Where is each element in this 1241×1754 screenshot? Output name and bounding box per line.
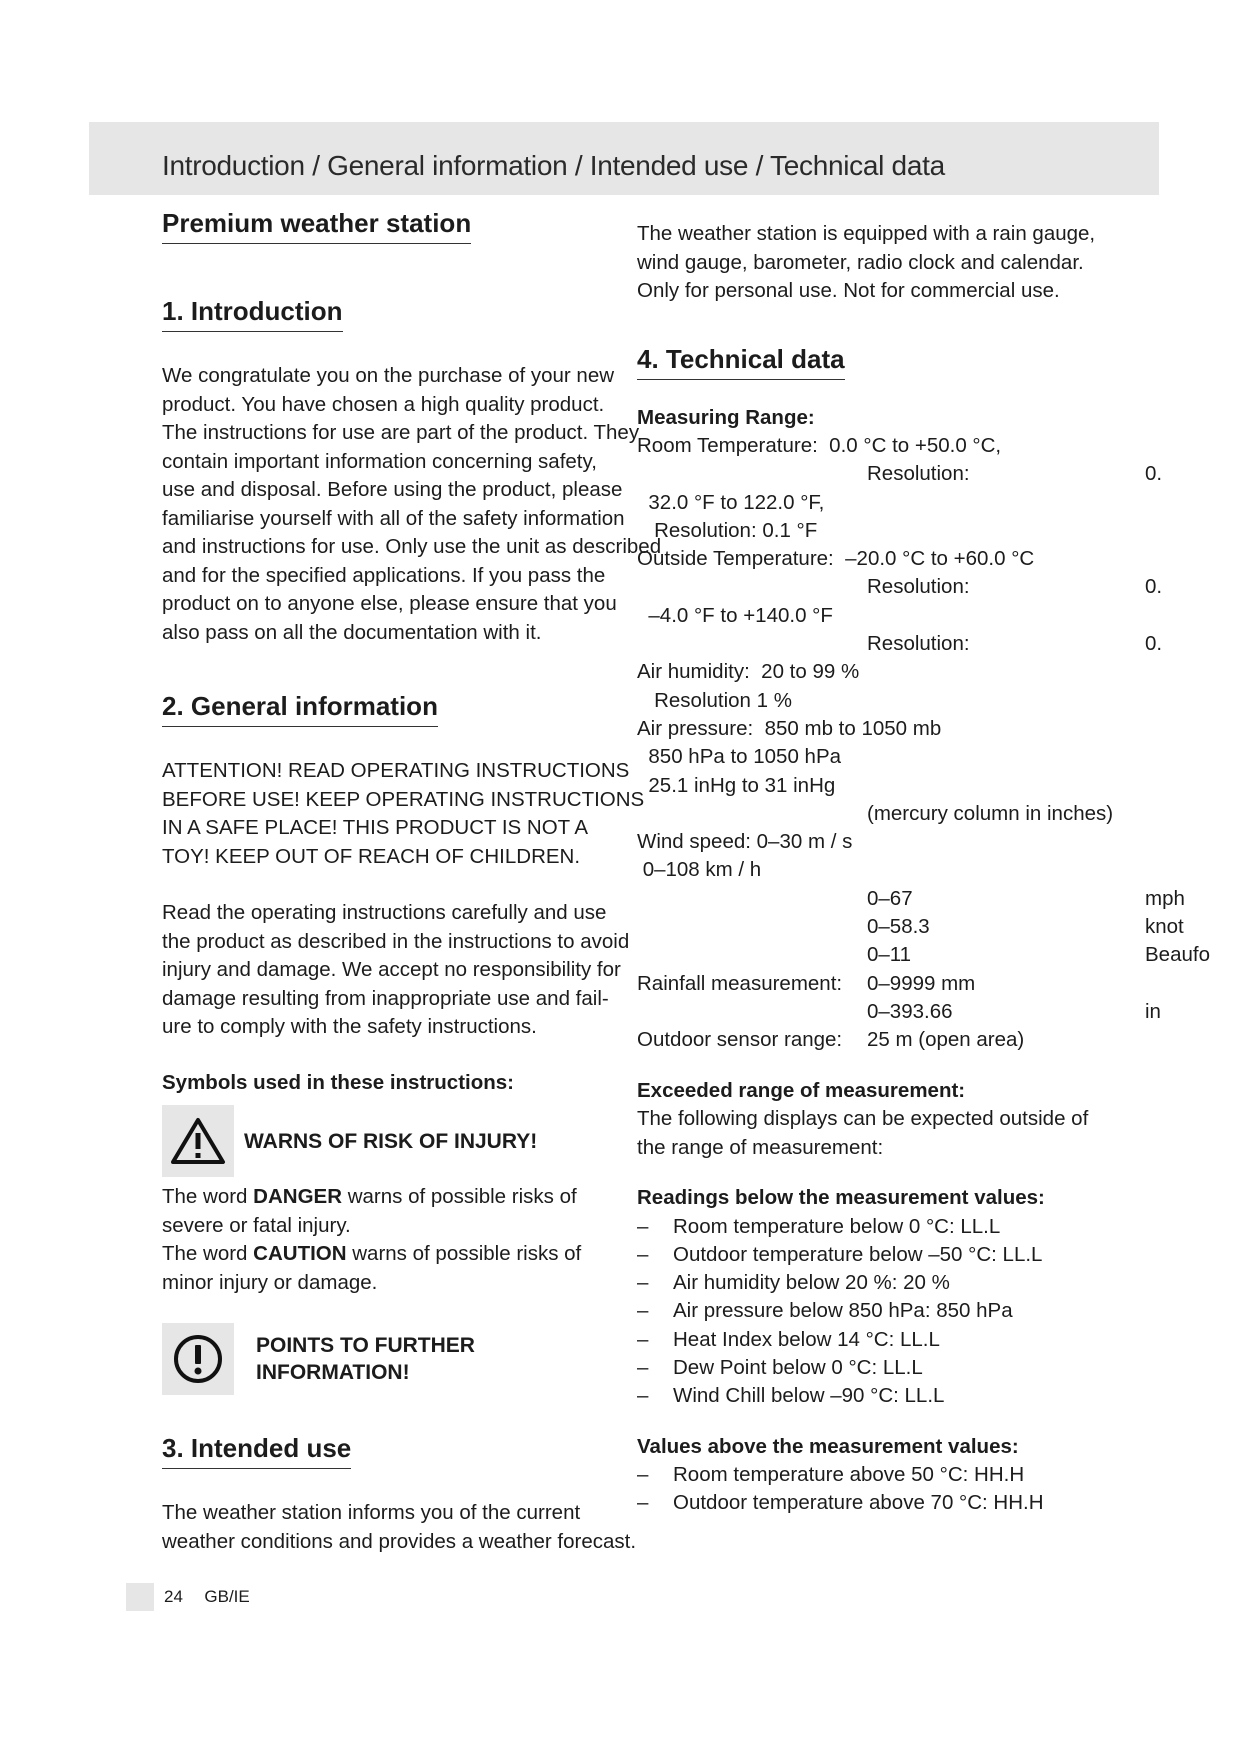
warning-triangle-icon [170, 1116, 226, 1166]
spec-row [637, 970, 1217, 998]
spec-unit: 0. [1145, 575, 1163, 599]
text-line: The instructions for use are part of the product. They [162, 421, 640, 444]
text-line: also pass on all the documentation with it. [162, 620, 542, 644]
spec-label: 32.0 °F to 122.0 °F, [637, 490, 825, 514]
text-line: injury and damage. We accept no responsibility for [162, 958, 621, 981]
right-column [637, 220, 1217, 1518]
readings-below-heading: Readings below the measurement values: [637, 1186, 1045, 1210]
text-span: warns of possible risks of [346, 1242, 582, 1265]
spec-label: Outdoor sensor range: [637, 1028, 843, 1052]
introduction-heading: 1. Introduction [162, 296, 343, 332]
spec-label: Resolution 1 % [637, 688, 792, 712]
list-item [637, 1213, 1217, 1241]
text-line: The weather station informs you of the current [162, 1501, 581, 1524]
text-line: weather conditions and provides a weather forecast. [162, 1529, 637, 1553]
spec-row [637, 998, 1217, 1026]
warning-icon-box [162, 1105, 234, 1177]
text-line: and for the specified applications. If you pass the [162, 563, 606, 587]
readings-below-list [637, 1213, 1217, 1411]
caution-word: CAUTION [253, 1242, 347, 1265]
dash-bullet: – [637, 1356, 649, 1380]
spec-value: Resolution: [867, 632, 970, 656]
spec-row [637, 658, 1217, 686]
spec-label: Wind speed: 0–30 m / s [637, 830, 853, 854]
dash-bullet: – [637, 1463, 649, 1487]
spec-row [637, 517, 1217, 545]
dash-bullet: – [637, 1327, 649, 1351]
list-item [637, 1269, 1217, 1297]
exceeded-range-heading: Exceeded range of measurement: [637, 1078, 966, 1102]
list-item-text: Air humidity below 20 %: 20 % [673, 1271, 950, 1295]
text-line: The following displays can be expected outside of [637, 1107, 1089, 1131]
text-span: The word [162, 1242, 254, 1265]
spec-row [637, 856, 1217, 884]
spec-label: 850 hPa to 1050 hPa [637, 745, 842, 769]
spec-label: Resolution: 0.1 °F [637, 518, 818, 542]
spec-value: 25 m (open area) [867, 1028, 1025, 1052]
text-line: the range of measurement: [637, 1135, 884, 1159]
spec-row [637, 630, 1217, 658]
spec-row [637, 772, 1217, 800]
text-line: Only for personal use. Not for commercial use. [637, 279, 1060, 302]
list-item-text: Dew Point below 0 °C: LL.L [673, 1356, 923, 1380]
text-line: minor injury or damage. [162, 1270, 378, 1294]
text-line: severe or fatal injury. [162, 1213, 351, 1237]
spec-unit: Beaufo [1145, 943, 1210, 967]
list-item-text: Room temperature below 0 °C: LL.L [673, 1214, 1001, 1238]
spec-value: 0–11 [867, 943, 912, 967]
warning-notice [162, 1105, 622, 1177]
spec-row [637, 941, 1217, 969]
spec-label: Room Temperature: 0.0 °C to +50.0 °C, [637, 434, 1002, 457]
text-line: contain important information concerning safety, [162, 449, 597, 473]
exclamation-circle-icon [172, 1333, 224, 1385]
text-line: ATTENTION! READ OPERATING INSTRUCTIONS [162, 759, 630, 782]
list-item-text: Wind Chill below –90 °C: LL.L [673, 1384, 945, 1408]
equipment-text [637, 220, 1217, 306]
text-line: IN A SAFE PLACE! THIS PRODUCT IS NOT A [162, 816, 589, 839]
dash-bullet: – [637, 1384, 649, 1408]
dash-bullet: – [637, 1242, 649, 1266]
footer-marker [126, 1583, 154, 1611]
left-column [162, 208, 662, 1556]
dash-bullet: – [637, 1214, 649, 1238]
list-item-text: Room temperature above 50 °C: HH.H [673, 1463, 1025, 1487]
spec-row [637, 602, 1217, 630]
spec-row [637, 432, 1217, 460]
introduction-text [162, 362, 662, 647]
spec-label: –4.0 °F to +140.0 °F [637, 603, 833, 627]
list-item [637, 1326, 1217, 1354]
text-line: the product as described in the instructions to avoid [162, 929, 630, 953]
spec-label: Air pressure: 850 mb to 1050 mb [637, 716, 942, 740]
text-line: product on to anyone else, please ensure that you [162, 592, 617, 615]
spec-row [637, 460, 1217, 488]
spec-unit: in [1145, 999, 1161, 1023]
spec-value: 0–67 [867, 886, 913, 910]
symbols-heading: Symbols used in these instructions: [162, 1070, 514, 1094]
list-item-text: Heat Index below 14 °C: LL.L [673, 1327, 940, 1351]
info-text [256, 1332, 475, 1386]
locale-label: GB/IE [204, 1587, 250, 1606]
spec-label: 0–108 km / h [637, 858, 762, 882]
text-span: The word [162, 1185, 254, 1208]
values-above-list [637, 1461, 1217, 1518]
text-line: Read the operating instructions carefully and use [162, 901, 607, 924]
list-item [637, 1354, 1217, 1382]
spec-row [637, 828, 1217, 856]
spec-unit: 0. [1145, 632, 1163, 656]
values-above-heading: Values above the measurement values: [637, 1434, 1019, 1458]
spec-unit: mph [1145, 886, 1185, 910]
list-item [637, 1461, 1217, 1489]
list-item [637, 1297, 1217, 1325]
spec-label: 25.1 inHg to 31 inHg [637, 773, 836, 797]
spec-row [637, 687, 1217, 715]
list-item-text: Air pressure below 850 hPa: 850 hPa [673, 1299, 1013, 1323]
spec-label: Air humidity: 20 to 99 % [637, 660, 860, 684]
header-band [89, 122, 1159, 195]
intended-use-text [162, 1499, 637, 1556]
spec-unit: 0. [1145, 462, 1163, 486]
spec-row [637, 1026, 1217, 1054]
danger-text [162, 1183, 622, 1297]
text-span: warns of possible risks of [342, 1185, 577, 1208]
info-notice [162, 1323, 622, 1395]
text-line: ure to comply with the safety instructions. [162, 1015, 537, 1038]
spec-row [637, 885, 1217, 913]
info-icon-box [162, 1323, 234, 1395]
dash-bullet: – [637, 1491, 649, 1515]
spec-row [637, 573, 1217, 601]
danger-word: DANGER [253, 1185, 342, 1208]
list-item [637, 1382, 1217, 1410]
exceeded-text [637, 1105, 1217, 1162]
list-item-text: Outdoor temperature above 70 °C: HH.H [673, 1491, 1044, 1515]
read-instructions-text [162, 899, 630, 1042]
product-title: Premium weather station [162, 208, 471, 244]
text-line: TOY! KEEP OUT OF REACH OF CHILDREN. [162, 844, 581, 868]
dash-bullet: – [637, 1299, 649, 1323]
attention-text [162, 757, 645, 871]
page-number: 24 [164, 1587, 183, 1606]
text-line: wind gauge, barometer, radio clock and calendar. [637, 250, 1084, 274]
page-title: Introduction / General information / Intended use / Technical data [162, 150, 945, 181]
spec-row [637, 489, 1217, 517]
text-line: POINTS TO FURTHER [256, 1334, 475, 1357]
spec-row [637, 715, 1217, 743]
text-line: The weather station is equipped with a rain gauge, [637, 222, 1096, 245]
text-line: familiarise yourself with all of the safety information [162, 506, 625, 530]
spec-value: 0–393.66 [867, 999, 953, 1023]
spec-value: 0–9999 mm [867, 971, 976, 995]
text-line: product. You have chosen a high quality product. [162, 392, 605, 416]
spec-value: Resolution: [867, 462, 970, 486]
text-line: use and disposal. Before using the product, please [162, 478, 623, 501]
technical-data-heading: 4. Technical data [637, 344, 845, 380]
spec-row [637, 800, 1217, 828]
page-footer [164, 1584, 250, 1610]
spec-row [637, 913, 1217, 941]
list-item-text: Outdoor temperature below –50 °C: LL.L [673, 1242, 1043, 1266]
list-item [637, 1489, 1217, 1517]
spec-value: Resolution: [867, 575, 970, 599]
general-information-heading: 2. General information [162, 691, 438, 727]
text-line: damage resulting from inappropriate use and fail- [162, 986, 609, 1010]
spec-row [637, 545, 1217, 573]
spec-label: Rainfall measurement: [637, 971, 843, 995]
measuring-range-heading: Measuring Range: [637, 405, 815, 429]
warning-text: WARNS OF RISK OF INJURY! [244, 1129, 538, 1153]
spec-unit: knot [1145, 915, 1184, 939]
text-line: We congratulate you on the purchase of your new [162, 364, 615, 387]
spec-value: (mercury column in inches) [867, 801, 1114, 825]
spec-value: 0–58.3 [867, 915, 930, 939]
text-line: BEFORE USE! KEEP OPERATING INSTRUCTIONS [162, 787, 645, 811]
intended-use-heading: 3. Intended use [162, 1433, 351, 1469]
list-item [637, 1241, 1217, 1269]
spec-row [637, 743, 1217, 771]
dash-bullet: – [637, 1271, 649, 1295]
spec-label: Outside Temperature: –20.0 °C to +60.0 °C [637, 547, 1035, 571]
text-line: and instructions for use. Only use the unit as described [162, 535, 662, 558]
spec-table [637, 432, 1217, 1055]
text-line: INFORMATION! [256, 1361, 410, 1384]
